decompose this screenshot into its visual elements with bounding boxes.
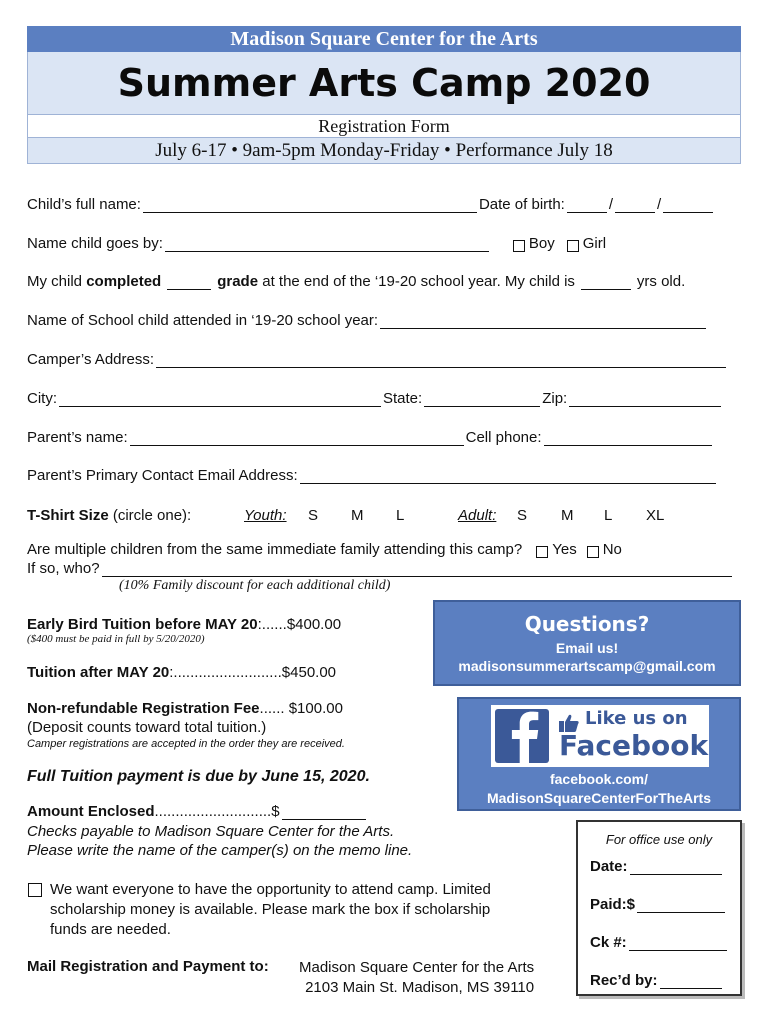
questions-email-link[interactable]: madisonsummerartscamp@gmail.com <box>458 658 716 674</box>
cell-label: Cell phone: <box>465 429 542 446</box>
cell-field[interactable] <box>544 431 712 446</box>
early-bird-dots: :...... <box>257 616 287 633</box>
parent-label: Parent’s name: <box>27 429 128 446</box>
office-use-title: For office use only <box>605 832 713 847</box>
payable-line-1: Checks payable to Madison Square Center for the Arts. <box>27 823 395 840</box>
page-title: Summer Arts Camp 2020 <box>27 52 741 114</box>
parent-field[interactable] <box>130 431 464 446</box>
early-bird-row <box>27 616 341 633</box>
siblings-no-label: No <box>602 541 622 558</box>
office-date-row <box>590 858 724 875</box>
office-recd-field[interactable] <box>660 974 722 989</box>
reg-fee-label: Non-refundable Registration Fee <box>27 700 260 717</box>
mail-label: Mail Registration and Payment to: <box>27 958 269 975</box>
deposit-note: (Deposit counts toward total tuition.) <box>27 719 267 736</box>
office-paid-field[interactable] <box>637 898 725 913</box>
mail-address-line-2: 2103 Main St. Madison, MS 39110 <box>305 979 535 996</box>
scholarship-line-1: We want everyone to have the opportunity to attend camp. Limited <box>50 881 491 898</box>
full-due-note: Full Tuition payment is due by June 15, 2020. <box>27 768 370 785</box>
tshirt-row <box>27 507 741 524</box>
child-name-row <box>27 196 715 213</box>
school-field[interactable] <box>380 314 706 329</box>
office-recd-row <box>590 972 724 989</box>
adult-size-s[interactable]: S <box>517 507 528 524</box>
state-field[interactable] <box>424 392 540 407</box>
boy-label: Boy <box>528 235 555 252</box>
siblings-question: Are multiple children from the same immediate family attending this camp? <box>27 541 523 558</box>
dob-day-field[interactable] <box>615 198 655 213</box>
early-bird-label: Early Bird Tuition before MAY 20 <box>27 616 258 633</box>
order-note: Camper registrations are accepted in the order they are received. <box>27 738 345 750</box>
after-tuition-label: Tuition after MAY 20 <box>27 664 170 681</box>
parent-email-field[interactable] <box>300 469 716 484</box>
siblings-row <box>27 541 622 558</box>
office-paid-row <box>590 896 727 913</box>
payable-line-2: Please write the name of the camper(s) on the memo line. <box>27 842 413 859</box>
city-label: City: <box>27 390 57 407</box>
grade-field[interactable] <box>167 275 211 290</box>
after-tuition-amount: $450.00 <box>281 664 337 681</box>
dob-separator: / <box>608 196 614 213</box>
email-us-label: Email us! <box>555 640 619 656</box>
nickname-row <box>27 235 606 252</box>
adult-size-m[interactable]: M <box>561 507 574 524</box>
youth-size-m[interactable]: M <box>351 507 364 524</box>
siblings-no-checkbox[interactable] <box>587 546 599 558</box>
child-name-field[interactable] <box>143 198 477 213</box>
reg-fee-row <box>27 700 343 717</box>
office-ck-field[interactable] <box>629 936 727 951</box>
scholarship-text <box>50 880 491 940</box>
office-ck-row <box>590 934 729 951</box>
city-field[interactable] <box>59 392 381 407</box>
youth-size-s[interactable]: S <box>308 507 319 524</box>
form-subtitle: Registration Form <box>27 114 741 138</box>
amount-enclosed-dots: ............................$ <box>154 803 280 820</box>
grade-post-text: at the end of the ‘19-20 school year. My child is <box>262 273 575 290</box>
siblings-yes-checkbox[interactable] <box>536 546 548 558</box>
after-tuition-dots: :.......................... <box>169 664 282 681</box>
who-label: If so, who? <box>27 560 100 577</box>
girl-checkbox[interactable] <box>567 240 579 252</box>
siblings-yes-label: Yes <box>552 541 577 558</box>
child-name-label: Child’s full name: <box>27 196 141 213</box>
dob-separator: / <box>657 196 662 213</box>
scholarship-checkbox[interactable] <box>28 883 42 897</box>
address-field[interactable] <box>156 353 726 368</box>
state-label: State: <box>383 390 423 407</box>
adult-size-l[interactable]: L <box>604 507 613 524</box>
zip-field[interactable] <box>569 392 721 407</box>
email-row <box>27 467 718 484</box>
amount-enclosed-field[interactable] <box>282 805 366 820</box>
mail-address-line-1: Madison Square Center for the Arts <box>299 959 535 976</box>
facebook-url-2[interactable]: MadisonSquareCenterForTheArts <box>486 790 712 806</box>
amount-enclosed-row <box>27 803 368 820</box>
early-bird-amount: $400.00 <box>286 616 342 633</box>
girl-label: Girl <box>582 235 607 252</box>
nickname-field[interactable] <box>165 237 489 252</box>
address-row <box>27 351 728 368</box>
after-tuition-row <box>27 664 336 681</box>
org-banner: Madison Square Center for the Arts <box>27 26 741 52</box>
adult-size-xl[interactable]: XL <box>646 507 665 524</box>
facebook-box <box>457 697 741 811</box>
grade-row <box>27 273 685 290</box>
office-date-field[interactable] <box>630 860 722 875</box>
youth-label: Youth: <box>244 507 287 524</box>
amount-enclosed-label: Amount Enclosed <box>27 803 155 820</box>
school-label: Name of School child attended in ‘19-20 school year: <box>27 312 379 329</box>
questions-title: Questions? <box>524 612 650 636</box>
dob-label: Date of birth: <box>478 196 565 213</box>
discount-note: (10% Family discount for each additional child) <box>119 578 391 593</box>
office-date-label: Date: <box>590 858 628 875</box>
early-bird-note: ($400 must be paid in full by 5/20/2020) <box>27 633 205 645</box>
zip-label: Zip: <box>542 390 568 407</box>
office-recd-label: Rec’d by: <box>590 972 658 989</box>
dob-month-field[interactable] <box>567 198 607 213</box>
reg-fee-dots: ...... <box>259 700 285 717</box>
adult-label: Adult: <box>458 507 497 524</box>
reg-fee-amount: $100.00 <box>288 700 343 717</box>
questions-box <box>433 600 741 686</box>
yrs-old-text: yrs old. <box>636 273 686 290</box>
camp-dates: July 6-17 • 9am-5pm Monday-Friday • Performance July 18 <box>27 138 741 164</box>
age-field[interactable] <box>581 275 631 290</box>
youth-size-l[interactable]: L <box>396 507 405 524</box>
mail-row <box>27 958 269 975</box>
parent-row <box>27 429 714 446</box>
school-row <box>27 312 708 329</box>
address-label: Camper’s Address: <box>27 351 155 368</box>
who-field[interactable] <box>102 562 732 577</box>
scholarship-line-3: funds are needed. <box>50 921 171 938</box>
parent-email-label: Parent’s Primary Contact Email Address: <box>27 467 298 484</box>
facebook-like-label: Like us on <box>585 708 688 729</box>
nickname-label: Name child goes by: <box>27 235 163 252</box>
grade-word: grade <box>217 273 259 290</box>
dob-year-field[interactable] <box>663 198 713 213</box>
tshirt-label: T-Shirt Size <box>27 507 109 524</box>
tshirt-note: (circle one): <box>112 507 192 524</box>
mail-address <box>299 958 534 998</box>
who-row <box>27 560 734 577</box>
grade-completed-text: completed <box>86 273 162 290</box>
city-row <box>27 390 723 407</box>
office-paid-label: Paid:$ <box>590 896 636 913</box>
office-use-box <box>576 820 742 996</box>
scholarship-line-2: scholarship money is available. Please mark the box if scholarship <box>50 901 491 918</box>
boy-checkbox[interactable] <box>513 240 525 252</box>
facebook-badge[interactable] <box>491 705 709 767</box>
facebook-brand: Facebook <box>559 729 709 762</box>
facebook-url-1[interactable]: facebook.com/ <box>549 771 649 787</box>
grade-pre-text: My child <box>27 273 83 290</box>
office-ck-label: Ck #: <box>590 934 627 951</box>
